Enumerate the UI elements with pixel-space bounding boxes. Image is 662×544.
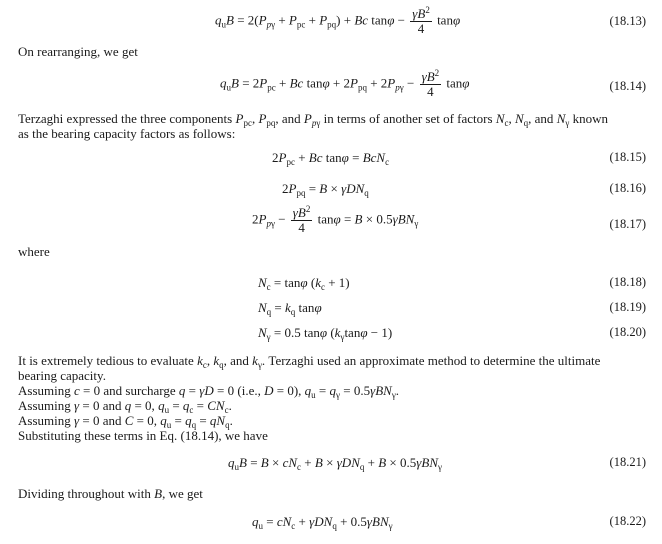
equation-number: (18.20) [609, 325, 646, 339]
equation-number: (18.21) [609, 455, 646, 469]
paragraph-terzaghi: Terzaghi expressed the three components $P_{pc}$, $P_{pq}$, and $P_{p\gamma}$ in terms of another set of factors $N_c$, $N_q$, and $N_\gamma$ known as the bearing capacity factors as follows: [18, 111, 608, 141]
equation-18-15-math: $2P_{pc} + Bc$ tanφ = BcN$_c$ [272, 150, 390, 167]
equation-18-21 [0, 455, 662, 485]
equation-18-21-math: $q_uB = B \times cN_c + B \times \gamma DN_q + B \times 0.5\gamma BN_\gamma$ [228, 455, 442, 472]
equation-18-13-math: $q_uB = 2(P_{p\gamma} + P_{pc} + P_{pq}) + Bc$ tanφ − $\frac{\gamma B^2}{4}$ tanφ [215, 5, 461, 36]
equation-18-14 [0, 70, 662, 100]
equation-18-15 [0, 150, 662, 180]
equation-number: (18.15) [609, 150, 646, 164]
equation-number: (18.13) [609, 14, 646, 28]
equation-number: (18.14) [609, 79, 646, 93]
paragraph-dividing: Dividing throughout with B, we get [18, 486, 203, 501]
equation-18-20-math: $N_\gamma = 0.5$ tanφ $(k_\gamma\tan\varphi - 1)$ [258, 325, 393, 342]
paragraph-approximation: It is extremely tedious to evaluate $k_c$, $k_q$, and $k_\gamma$. Terzaghi used an approximate method to determine the ultimate bearing capacity. Assuming c = 0 and surcharge q = γD = 0 (i.e., D = 0), $q_u = q_\gamma = 0.5\gamma BN_\gamma$. Assuming γ = 0 and q = 0, $q_u = q_c = CN_c$. Assuming γ = 0 and C = 0, $q_u = q_q = qN_q$. Substituting these terms in Eq. (18.14), we have [18, 353, 648, 443]
equation-18-14-math: $q_uB = 2P_{pc} + Bc$ $\tan\varphi + 2P_{pq} + 2P_{p\gamma}$ − $\frac{\gamma B^2}{4}$ tanφ [220, 68, 470, 99]
paragraph-rearranging: On rearranging, we get [18, 44, 138, 59]
equation-18-18-math: $N_c = \tan\varphi$ $(k_c + 1)$ [258, 275, 350, 292]
equation-18-17 [0, 206, 662, 236]
equation-18-16-math: $2P_{pq} = B \times \gamma DN_q$ [282, 181, 369, 198]
assumption-2: Assuming γ = 0 and q = 0, $q_u = q_c = CN_c$. [18, 398, 232, 415]
equation-18-17-math: $2P_{p\gamma}$ − $\frac{\gamma B^2}{4}$ tanφ = B × 0.5γBN$_\gamma$ [252, 204, 419, 235]
equation-18-13 [0, 4, 662, 34]
equation-18-20 [0, 325, 662, 355]
equation-number: (18.17) [609, 217, 646, 231]
equation-18-22-math: $q_u = cN_c + \gamma DN_q + 0.5\gamma BN_\gamma$ [252, 514, 393, 531]
equation-18-22 [0, 514, 662, 544]
equation-number: (18.18) [609, 275, 646, 289]
paragraph-where: where [18, 244, 50, 259]
equation-number: (18.22) [609, 514, 646, 528]
equation-number: (18.16) [609, 181, 646, 195]
equation-18-19-math: $N_q = k_q$ tanφ [258, 300, 322, 317]
assumption-3: Assuming γ = 0 and C = 0, $q_u = q_q = qN_q$. [18, 413, 233, 430]
assumption-1: Assuming c = 0 and surcharge q = γD = 0 (i.e., D = 0), $q_u = q_\gamma = 0.5\gamma BN_\gamma$. [18, 383, 400, 400]
equation-number: (18.19) [609, 300, 646, 314]
